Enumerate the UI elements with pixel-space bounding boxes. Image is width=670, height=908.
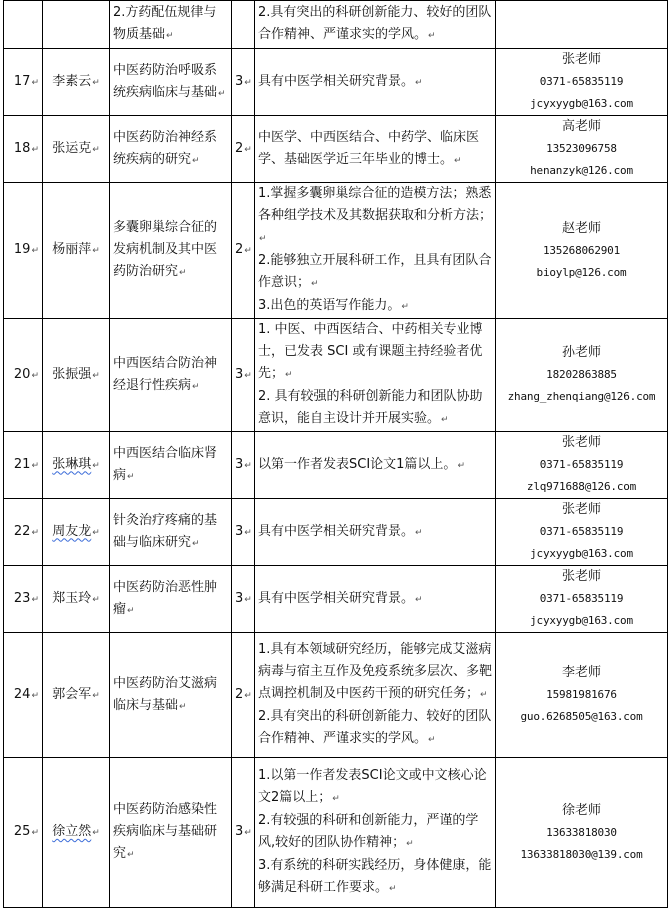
topic-text: 中医药防治神经系统疾病的研究 xyxy=(113,129,218,167)
supervisor-name: 郑玉玲↵ xyxy=(43,566,110,633)
requirements: 中医学、中西医结合、中药学、临床医学、基础医学近三年毕业的博士。↵ xyxy=(255,116,496,183)
contact-info xyxy=(496,1,668,49)
contact-info xyxy=(496,183,668,319)
requirement-line: 以第一作者发表SCI论文1篇以上。 xyxy=(258,456,457,472)
row-number: 17↵ xyxy=(4,49,43,116)
table-row xyxy=(4,566,668,633)
table-row xyxy=(4,432,668,499)
row-number-text: 21 xyxy=(13,456,31,472)
topic-text: 中西医结合防治神经退行性疾病 xyxy=(113,355,218,393)
contact-info xyxy=(496,633,668,758)
contact-phone: 0371-65835119 xyxy=(539,458,624,471)
topic-text: 中医药防治恶性肿瘤 xyxy=(113,579,218,617)
contact-phone: 13633818030 xyxy=(546,825,617,839)
research-topic: 针灸治疗疼痛的基础与临床研究↵ xyxy=(110,499,232,566)
supervisor-name-text: 张振强 xyxy=(52,366,92,382)
requirements: 具有中医学相关研究背景。↵ xyxy=(255,499,496,566)
topic-text: 针灸治疗疼痛的基础与临床研究 xyxy=(113,512,218,550)
contact-email: guo.6268505@163.com xyxy=(520,710,643,723)
contact-name: 张老师 xyxy=(561,435,601,450)
contact-name: 张老师 xyxy=(561,569,601,584)
contact-name: 李老师 xyxy=(561,665,601,680)
topic-text: 中西医结合临床肾病 xyxy=(113,445,218,483)
contact-name: 徐老师 xyxy=(561,802,601,818)
table-row xyxy=(4,758,668,908)
requirements: 具有中医学相关研究背景。↵ xyxy=(255,49,496,116)
supervisor-name-text: 杨丽萍 xyxy=(52,242,92,257)
quota: 3↵ xyxy=(232,566,255,633)
quota: 3↵ xyxy=(232,49,255,116)
contact-phone: 18202863885 xyxy=(546,368,617,381)
contact-name: 张老师 xyxy=(561,502,601,517)
table-row xyxy=(4,319,668,432)
quota-text: 3 xyxy=(235,824,244,839)
contact-phone: 0371-65835119 xyxy=(539,592,624,605)
contact-email: bioylp@126.com xyxy=(536,265,627,279)
research-topic: 中西医结合临床肾病↵ xyxy=(110,432,232,499)
contact-name: 张老师 xyxy=(561,52,601,67)
research-topic: 中医药防治感染性疾病临床与基础研究↵ xyxy=(110,758,232,908)
table-row xyxy=(4,49,668,116)
contact-phone: 135268062901 xyxy=(542,243,621,257)
requirement-line: 1. 中医、中西医结合、中药相关专业博士，已发表 SCI 或有课题主持经验者优先； xyxy=(258,322,483,381)
topic-text: 中医药防治感染性疾病临床与基础研究 xyxy=(113,802,218,861)
quota-text: 2 xyxy=(235,242,244,257)
row-number-text: 20 xyxy=(13,366,31,382)
supervisor-name: 周友龙↵ xyxy=(43,499,110,566)
quota: 2↵ xyxy=(232,183,255,319)
row-number: 22↵ xyxy=(4,499,43,566)
quota-text: 3 xyxy=(235,366,244,382)
requirement-line: 2.具有突出的科研创新能力、较好的团队合作精神、严谨求实的学风。 xyxy=(258,709,492,746)
contact-info xyxy=(496,566,668,633)
contact-phone: 0371-65835119 xyxy=(539,75,624,88)
contact-info xyxy=(496,116,668,183)
supervisor-name: 杨丽萍↵ xyxy=(43,183,110,319)
contact-email: zlq971688@126.com xyxy=(526,480,637,493)
contact-info xyxy=(496,432,668,499)
requirements: 2.具有突出的科研创新能力、较好的团队合作精神、严谨求实的学风。↵ xyxy=(255,1,496,49)
row-number: 20↵ xyxy=(4,319,43,432)
contact-email: jcyxyygb@163.com xyxy=(530,614,633,627)
research-topic: 中医药防治呼吸系统疾病临床与基础↵ xyxy=(110,49,232,116)
quota: 3↵ xyxy=(232,499,255,566)
requirement-line: 1.以第一作者发表SCI论文或中文核心论文2篇以上； xyxy=(258,768,487,805)
quota-text: 3 xyxy=(235,456,244,472)
contact-phone: 13523096758 xyxy=(546,142,617,155)
topic-text: 2.方药配伍规律与物质基础 xyxy=(113,5,217,42)
quota: 2↵ xyxy=(232,633,255,758)
research-topic: 中医药防治恶性肿瘤↵ xyxy=(110,566,232,633)
supervisor-name: 郭会军↵ xyxy=(43,633,110,758)
requirements: 具有中医学相关研究背景。↵ xyxy=(255,566,496,633)
table-row xyxy=(4,633,668,758)
supervisor-name xyxy=(43,1,110,49)
research-topic: 2.方药配伍规律与物质基础↵ xyxy=(110,1,232,49)
requirement-line: 具有中医学相关研究背景。 xyxy=(258,73,415,89)
contact-info xyxy=(496,49,668,116)
row-number: 21↵ xyxy=(4,432,43,499)
recruitment-table xyxy=(3,0,668,908)
quota: 3↵ xyxy=(232,758,255,908)
contact-email: jcyxyygb@163.com xyxy=(530,547,633,560)
quota-text: 2 xyxy=(235,686,244,702)
row-number-text: 19 xyxy=(13,242,31,257)
requirements: 1.以第一作者发表SCI论文或中文核心论文2篇以上；↵ 2.有较强的科研和创新能力，严谨的学风,较好的团队协作精神；↵ 3.有系统的科研实践经历，身体健康，能够满足科研工作要求。↵ xyxy=(255,758,496,908)
topic-text: 多囊卵巢综合征的发病机制及其中医药防治研究 xyxy=(113,220,218,279)
requirements: 1.具有本领域研究经历，能够完成艾滋病病毒与宿主互作及免疫系统多层次、多靶点调控机制及中医药干预的研究任务；↵ 2.具有突出的科研创新能力、较好的团队合作精神、严谨求实的学风。↵ xyxy=(255,633,496,758)
row-number: 25↵ xyxy=(4,758,43,908)
contact-email: jcyxyygb@163.com xyxy=(530,97,633,110)
requirement-line: 具有中医学相关研究背景。 xyxy=(258,523,415,539)
supervisor-name: 张振强↵ xyxy=(43,319,110,432)
topic-text: 中医药防治呼吸系统疾病临床与基础 xyxy=(113,62,218,100)
row-number-text: 25 xyxy=(13,824,31,839)
contact-name: 高老师 xyxy=(561,119,601,134)
row-number: 23↵ xyxy=(4,566,43,633)
row-number-text: 22 xyxy=(13,523,31,539)
row-number-text: 17 xyxy=(13,73,31,89)
requirements: 以第一作者发表SCI论文1篇以上。↵ xyxy=(255,432,496,499)
row-number: 24↵ xyxy=(4,633,43,758)
contact-phone: 15981981676 xyxy=(546,688,617,701)
supervisor-name-text: 郑玉玲 xyxy=(52,590,92,606)
supervisor-name: 李素云↵ xyxy=(43,49,110,116)
requirement-line: 2.有较强的科研和创新能力，严谨的学风,较好的团队协作精神； xyxy=(258,813,479,850)
table-row xyxy=(4,499,668,566)
contact-phone: 0371-65835119 xyxy=(539,525,624,538)
quota-text: 3 xyxy=(235,73,244,89)
contact-info xyxy=(496,499,668,566)
requirement-line: 1.具有本领域研究经历，能够完成艾滋病病毒与宿主互作及免疫系统多层次、多靶点调控机制及中医药干预的研究任务； xyxy=(258,642,493,701)
requirements: 1.掌握多囊卵巢综合征的造模方法；熟悉各种组学技术及其数据获取和分析方法；↵ 2.能够独立开展科研工作，且具有团队合作意识；↵ 3.出色的英语写作能力。↵ xyxy=(255,183,496,319)
supervisor-name-text: 徐立然 xyxy=(52,824,92,839)
supervisor-name: 徐立然↵ xyxy=(43,758,110,908)
contact-info xyxy=(496,319,668,432)
row-number-text: 18 xyxy=(13,140,31,156)
research-topic: 中医药防治艾滋病临床与基础↵ xyxy=(110,633,232,758)
requirement-line: 3.出色的英语写作能力。 xyxy=(258,298,401,313)
table-row xyxy=(4,1,668,49)
quota: 3↵ xyxy=(232,319,255,432)
contact-name: 孙老师 xyxy=(561,345,601,360)
contact-info xyxy=(496,758,668,908)
requirement-line: 2. 具有较强的科研创新能力和团队协助意识，能自主设计并开展实验。 xyxy=(258,389,483,426)
row-number: 18↵ xyxy=(4,116,43,183)
requirement-line: 中医学、中西医结合、中药学、临床医学、基础医学近三年毕业的博士。 xyxy=(258,129,480,167)
contact-name: 赵老师 xyxy=(561,220,601,236)
supervisor-name-text: 张运克 xyxy=(52,140,92,156)
table-row xyxy=(4,183,668,319)
row-number: 19↵ xyxy=(4,183,43,319)
quota: 2↵ xyxy=(232,116,255,183)
quota-text: 3 xyxy=(235,523,244,539)
row-number xyxy=(4,1,43,49)
requirement-line: 具有中医学相关研究背景。 xyxy=(258,590,415,606)
requirement-line: 3.有系统的科研实践经历，身体健康，能够满足科研工作要求。 xyxy=(258,858,492,895)
supervisor-name-text: 周友龙 xyxy=(52,523,92,539)
topic-text: 中医药防治艾滋病临床与基础 xyxy=(113,675,218,713)
contact-email: henanzyk@126.com xyxy=(530,164,633,177)
row-number-text: 24 xyxy=(13,686,31,702)
quota: 3↵ xyxy=(232,432,255,499)
requirement-line: 2.具有突出的科研创新能力、较好的团队合作精神、严谨求实的学风。 xyxy=(258,5,492,42)
supervisor-name-text: 郭会军 xyxy=(52,686,92,702)
quota-text: 2 xyxy=(235,140,244,156)
supervisor-name: 张运克↵ xyxy=(43,116,110,183)
supervisor-name-text: 李素云 xyxy=(52,73,92,89)
research-topic: 中医药防治神经系统疾病的研究↵ xyxy=(110,116,232,183)
contact-email: 13633818030@139.com xyxy=(520,847,643,861)
requirement-line: 1.掌握多囊卵巢综合征的造模方法；熟悉各种组学技术及其数据获取和分析方法； xyxy=(258,186,493,223)
table-body xyxy=(4,1,668,908)
row-number-text: 23 xyxy=(13,590,31,606)
requirements: 1. 中医、中西医结合、中药相关专业博士，已发表 SCI 或有课题主持经验者优先；↵ 2. 具有较强的科研创新能力和团队协助意识，能自主设计并开展实验。↵ xyxy=(255,319,496,432)
requirement-line: 2.能够独立开展科研工作，且具有团队合作意识； xyxy=(258,253,492,290)
research-topic: 多囊卵巢综合征的发病机制及其中医药防治研究↵ xyxy=(110,183,232,319)
quota xyxy=(232,1,255,49)
research-topic: 中西医结合防治神经退行性疾病↵ xyxy=(110,319,232,432)
quota-text: 3 xyxy=(235,590,244,606)
supervisor-name-text: 张琳琪 xyxy=(52,456,92,472)
contact-email: zhang_zhenqiang@126.com xyxy=(507,390,656,403)
table-row xyxy=(4,116,668,183)
supervisor-name: 张琳琪↵ xyxy=(43,432,110,499)
